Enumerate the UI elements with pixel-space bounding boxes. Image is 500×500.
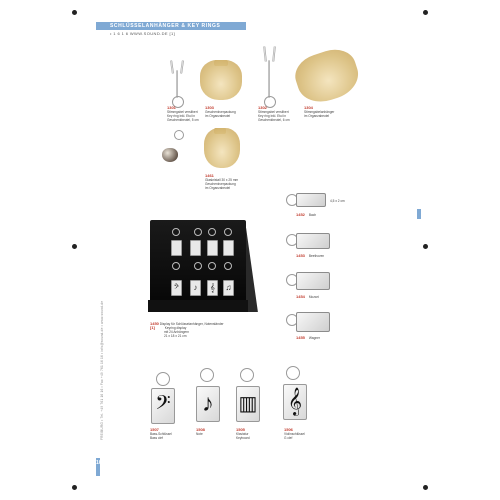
note-icon: ♪ [196,386,220,422]
product-1461-label: 1461 Glaskristall 30 x 25 mm Geschenkverpackung im Organzabeutel [205,173,239,190]
product-1301-label: 1301 Stimmgabel versilbert Key ring inkl. Etui in Geschenkbeutel, 5 cm [167,105,199,122]
product-1505-label: 1505 Klaviatur Keyboard [236,427,250,440]
page-number: 16 [96,460,102,466]
mini-note: ♪ [190,280,201,296]
registration-mark [72,244,77,249]
display-label: 1450 Display für Schlüsselanhänger, Notenständer [1] Keyring display mit 24 Anhängern 21 x 18 x 21 cm [150,321,224,338]
keyring-mozart-label: 1454 Mozart [296,294,319,299]
registration-mark [72,485,77,490]
keyring-bach-label: 1452 Bach [296,212,317,217]
mini-bass-clef: 𝄢 [171,280,182,296]
treble-clef-icon: 𝄞 [283,384,307,420]
bass-clef-icon: 𝄢 [151,388,175,424]
side-tab [417,209,421,219]
keyboard-icon: ▥ [236,386,260,422]
vertical-imprint: FREIBURG • Tel. +49 761 16 16 • Fax +49 761 16 16 • info@sound.de • www.sound.de [100,300,104,440]
size-note: 4,5 x 2 cm [330,199,345,203]
product-1303-label: 1303 Geschenkverpackung im Organzabeutel [205,105,236,118]
page-subtitle: • 1 6 1 6 WWW.SOUND.DE [1] [110,31,176,36]
keyring-wagner-label: 1455 Wagner [296,335,320,340]
registration-mark [423,10,428,15]
mini-treble-clef: 𝄞 [207,280,218,296]
product-1302-label: 1302 Stimmgabel versilbert Key ring inkl. Etui in Geschenkbeutel, 6 cm [258,105,290,122]
product-1508-label: 1508 Note [196,427,205,436]
page-title: SCHLÜSSELANHÄNGER & KEY RINGS [110,23,221,29]
registration-mark [423,485,428,490]
registration-mark [72,10,77,15]
keyring-beethoven-label: 1453 Beethoven [296,253,325,258]
product-1507-label: 1507 Bass-Schlüssel Bass clef [150,427,172,440]
registration-mark [423,244,428,249]
product-1506-label: 1506 Violinschlüssel G clef [284,427,305,440]
product-1304-label: 1304 Stimmgabelanhänger im Organzabeutel [304,105,335,118]
mini-notes: ♫ [223,280,234,296]
